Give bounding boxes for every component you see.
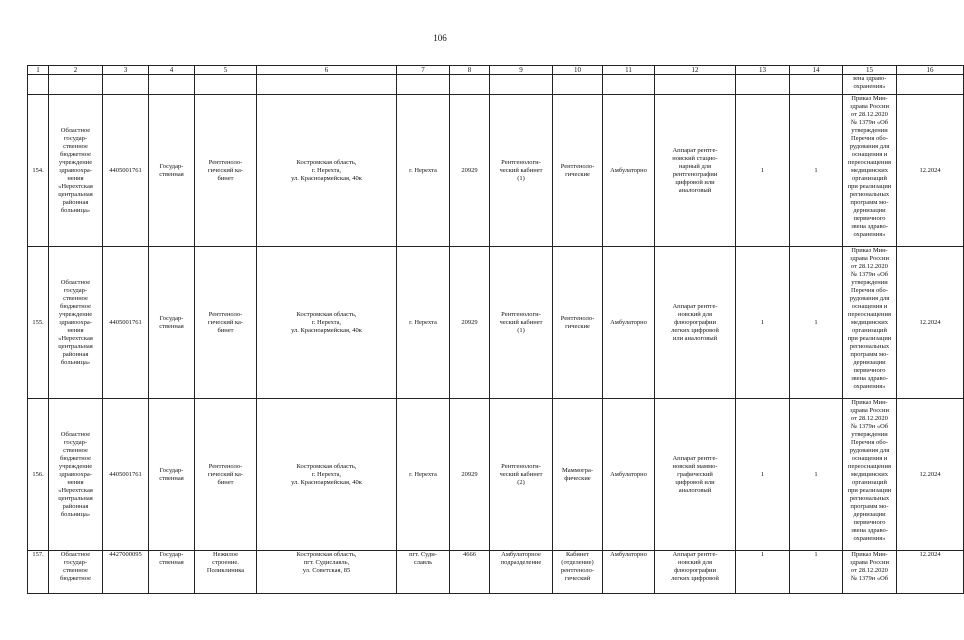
date-cell: 12.2024 bbox=[897, 399, 964, 551]
col-num: 12 bbox=[655, 66, 736, 75]
col-num: 16 bbox=[897, 66, 964, 75]
col-num: 4 bbox=[149, 66, 195, 75]
code-cell: 20929 bbox=[450, 247, 490, 399]
inn-cell: 4405001761 bbox=[103, 399, 149, 551]
continuation-row bbox=[28, 75, 964, 95]
quantity-cell: 1 bbox=[736, 399, 790, 551]
basis-cell: Приказ Мин- здрава России от 28.12.2020 № 1379н «Об утверждении Перечня обо- рудования для оснащения и переоснащения медицинских организаций при реализации региональных программ мо- дернизации первичного звена здраво- охранения» bbox=[843, 247, 897, 399]
col-num: 11 bbox=[603, 66, 655, 75]
basis-cell: Приказ Мин- здрава России от 28.12.2020 № 1379н «Об утверждении Перечня обо- рудования для оснащения и переоснащения медицинских организаций при реализации региональных программ мо- дернизации первичного звена здраво- охранения» bbox=[843, 95, 897, 247]
col-num: 8 bbox=[450, 66, 490, 75]
care-type-cell: Амбулаторно bbox=[603, 247, 655, 399]
inn-cell: 4405001761 bbox=[103, 247, 149, 399]
col-num: 2 bbox=[49, 66, 103, 75]
inn-cell: 4427000095 bbox=[103, 551, 149, 594]
profile-cell: Маммогра- фические bbox=[553, 399, 603, 551]
col-num: 9 bbox=[490, 66, 553, 75]
date-cell: 12.2024 bbox=[897, 95, 964, 247]
address-cell: Костромская область, г. Нерехта, ул. Красноармейская, 40к bbox=[257, 95, 397, 247]
quantity-cell: 1 bbox=[790, 399, 843, 551]
row-number: 155. bbox=[28, 247, 49, 399]
address-cell: Костромская область, г. Нерехта, ул. Красноармейская, 40к bbox=[257, 399, 397, 551]
basis-cell: зена здраво- охранения» bbox=[843, 75, 897, 95]
quantity-cell: 1 bbox=[736, 247, 790, 399]
profile-cell: Рентгеноло- гические bbox=[553, 247, 603, 399]
page-number: 106 bbox=[433, 33, 447, 43]
col-num: 14 bbox=[790, 66, 843, 75]
organization-cell: Областное государ- ственное бюджетное учреждение здравоохра- нения «Нерехтская центральная районная больница» bbox=[49, 95, 103, 247]
quantity-cell: 1 bbox=[790, 247, 843, 399]
col-num: 1 bbox=[28, 66, 49, 75]
quantity-cell: 1 bbox=[790, 95, 843, 247]
profile-cell: Рентгеноло- гические bbox=[553, 95, 603, 247]
equipment-cell: Аппарат рентге- новский стацио- нарный для рентгенографии цифровой или аналоговый bbox=[655, 95, 736, 247]
date-cell: 12.2024 bbox=[897, 551, 964, 594]
care-type-cell: Амбулаторно bbox=[603, 95, 655, 247]
building-cell: Рентгеноло- гический ка- бинет bbox=[195, 95, 257, 247]
col-num: 6 bbox=[257, 66, 397, 75]
basis-cell: Приказ Мин- здрава России от 28.12.2020 № 1379н «Об утверждении Перечня обо- рудования для оснащения и переоснащения медицинских организаций при реализации региональных программ мо- дернизации первичного звена здраво- охранения» bbox=[843, 399, 897, 551]
col-num: 10 bbox=[553, 66, 603, 75]
basis-cell: Приказ Мин- здрава России от 28.12.2020 № 1379н «Об bbox=[843, 551, 897, 594]
unit-cell: Рентгенологи- ческий кабинет (2) bbox=[490, 399, 553, 551]
organization-cell: Областное государ- ственное бюджетное учреждение здравоохра- нения «Нерехтская центральная районная больница» bbox=[49, 399, 103, 551]
table-row bbox=[28, 95, 964, 247]
row-number: 157. bbox=[28, 551, 49, 594]
profile-cell: Кабинет (отделение) рентгеноло- гический bbox=[553, 551, 603, 594]
unit-cell: Рентгенологи- ческий кабинет (1) bbox=[490, 247, 553, 399]
organization-cell: Областное государ- ственное бюджетное учреждение здравоохра- нения «Нерехтская центральная районная больница» bbox=[49, 247, 103, 399]
locality-cell: г. Нерехта bbox=[397, 247, 450, 399]
locality-cell: г. Нерехта bbox=[397, 95, 450, 247]
building-cell: Рентгеноло- гический ка- бинет bbox=[195, 399, 257, 551]
equipment-cell: Аппарат рентге- новский для флюорографии легких цифровой bbox=[655, 551, 736, 594]
quantity-cell: 1 bbox=[790, 551, 843, 594]
table-row bbox=[28, 399, 964, 551]
ownership-cell: Государ- ственная bbox=[149, 247, 195, 399]
building-cell: Рентгеноло- гический ка- бинет bbox=[195, 247, 257, 399]
table-row bbox=[28, 551, 964, 594]
quantity-cell: 1 bbox=[736, 95, 790, 247]
building-cell: Нежилое строение. Поликлиника bbox=[195, 551, 257, 594]
table-row bbox=[28, 247, 964, 399]
date-cell: 12.2024 bbox=[897, 247, 964, 399]
address-cell: Костромская область, пгт. Судиславль, ул. Советская, 85 bbox=[257, 551, 397, 594]
organization-cell: Областное государ- ственное бюджетное bbox=[49, 551, 103, 594]
col-num: 15 bbox=[843, 66, 897, 75]
equipment-cell: Аппарат рентге- новский для флюорографии легких цифровой или аналоговый bbox=[655, 247, 736, 399]
unit-cell: Рентгенологи- ческий кабинет (1) bbox=[490, 95, 553, 247]
inn-cell: 4405001761 bbox=[103, 95, 149, 247]
address-cell: Костромская область, г. Нерехта, ул. Красноармейская, 40к bbox=[257, 247, 397, 399]
row-number: 154. bbox=[28, 95, 49, 247]
col-num: 13 bbox=[736, 66, 790, 75]
col-num: 3 bbox=[103, 66, 149, 75]
equipment-cell: Аппарат рентге- новский маммо- графический цифровой или аналоговый bbox=[655, 399, 736, 551]
care-type-cell: Амбулаторно bbox=[603, 551, 655, 594]
ownership-cell: Государ- ственная bbox=[149, 95, 195, 247]
col-num: 7 bbox=[397, 66, 450, 75]
column-number-row bbox=[28, 66, 964, 75]
code-cell: 20929 bbox=[450, 95, 490, 247]
row-number: 156. bbox=[28, 399, 49, 551]
code-cell: 20929 bbox=[450, 399, 490, 551]
locality-cell: г. Нерехта bbox=[397, 399, 450, 551]
col-num: 5 bbox=[195, 66, 257, 75]
ownership-cell: Государ- ственная bbox=[149, 551, 195, 594]
unit-cell: Амбулаторное подразделение bbox=[490, 551, 553, 594]
locality-cell: пгт. Суди- славль bbox=[397, 551, 450, 594]
care-type-cell: Амбулаторно bbox=[603, 399, 655, 551]
equipment-table bbox=[27, 65, 964, 594]
code-cell: 4666 bbox=[450, 551, 490, 594]
quantity-cell: 1 bbox=[736, 551, 790, 594]
ownership-cell: Государ- ственная bbox=[149, 399, 195, 551]
